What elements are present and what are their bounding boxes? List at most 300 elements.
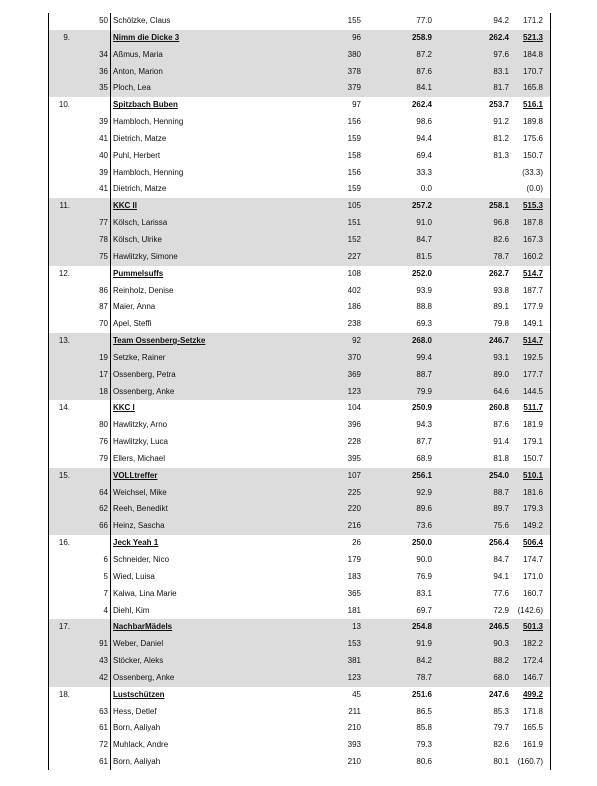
member-row bbox=[48, 485, 550, 502]
id-cell: 395 bbox=[347, 453, 361, 463]
score-1-cell: 0.0 bbox=[420, 184, 432, 194]
rank-cell: 15. bbox=[58, 470, 70, 480]
shooter-name-cell: Schölzke, Claus bbox=[113, 16, 171, 25]
member-row bbox=[48, 350, 550, 367]
score-2-cell: 94.1 bbox=[493, 571, 509, 581]
score-2-cell: 81.8 bbox=[493, 453, 509, 463]
results-table bbox=[48, 13, 550, 771]
total-cell: 506.4 bbox=[522, 538, 543, 548]
shooter-name-cell: Maier, Anna bbox=[113, 302, 156, 312]
member-row bbox=[48, 586, 550, 603]
total-cell: 165.5 bbox=[522, 723, 543, 733]
score-1-cell: 69.3 bbox=[416, 319, 432, 329]
total-cell: 182.2 bbox=[522, 639, 543, 649]
id-cell: 108 bbox=[347, 268, 361, 278]
total-cell: 187.7 bbox=[522, 285, 543, 295]
score-1-cell: 73.6 bbox=[416, 521, 432, 531]
team-row bbox=[48, 97, 550, 114]
member-row bbox=[48, 754, 550, 771]
score-2-cell: 82.6 bbox=[493, 234, 509, 244]
member-row bbox=[48, 232, 550, 249]
start-number-cell: 36 bbox=[99, 66, 108, 76]
member-row bbox=[48, 434, 550, 451]
shooter-name-cell: Kölsch, Ulrike bbox=[113, 234, 162, 244]
id-cell: 210 bbox=[347, 757, 361, 767]
member-row bbox=[48, 552, 550, 569]
score-1-cell: 79.9 bbox=[416, 386, 432, 396]
shooter-name-cell: Ossenberg, Petra bbox=[113, 369, 176, 379]
team-name-cell: KKC II bbox=[113, 201, 137, 211]
score-1-cell: 86.5 bbox=[416, 706, 432, 716]
score-2-cell: 253.7 bbox=[488, 100, 509, 110]
start-number-cell: 35 bbox=[99, 83, 108, 93]
start-number-cell: 19 bbox=[99, 352, 108, 362]
shooter-name-cell: Hawlitzky, Simone bbox=[113, 251, 178, 261]
score-1-cell: 68.9 bbox=[416, 453, 432, 463]
total-cell: 514.7 bbox=[522, 268, 543, 278]
id-cell: 369 bbox=[347, 369, 361, 379]
start-number-cell: 64 bbox=[99, 487, 108, 497]
member-row bbox=[48, 704, 550, 721]
member-row bbox=[48, 114, 550, 131]
total-cell: 179.3 bbox=[522, 504, 543, 514]
rank-cell: 12. bbox=[58, 268, 70, 278]
total-cell: 167.3 bbox=[522, 234, 543, 244]
shooter-name-cell: Wied, Luisa bbox=[113, 571, 155, 581]
score-1-cell: 87.2 bbox=[416, 49, 432, 59]
id-cell: 123 bbox=[347, 672, 361, 682]
score-2-cell bbox=[437, 165, 509, 182]
score-1-cell: 77.0 bbox=[416, 16, 432, 25]
total-cell: 174.7 bbox=[522, 555, 543, 564]
score-1-cell: 91.0 bbox=[416, 218, 432, 228]
id-cell: 365 bbox=[347, 588, 361, 598]
id-cell: 152 bbox=[347, 234, 361, 244]
id-cell: 379 bbox=[347, 83, 361, 93]
shooter-name-cell: Hess, Detlef bbox=[113, 706, 157, 716]
shooter-name-cell: Stöcker, Aleks bbox=[113, 656, 164, 666]
id-cell: 159 bbox=[347, 184, 361, 194]
member-row bbox=[48, 64, 550, 81]
start-number-cell: 40 bbox=[99, 150, 108, 160]
id-cell: 396 bbox=[347, 420, 361, 430]
member-row bbox=[48, 367, 550, 384]
id-cell: 228 bbox=[347, 437, 361, 447]
id-cell: 45 bbox=[352, 689, 361, 699]
score-2-cell: 81.3 bbox=[493, 150, 509, 160]
score-1-cell: 250.9 bbox=[411, 403, 432, 413]
total-cell: 170.7 bbox=[522, 66, 543, 76]
start-number-cell: 78 bbox=[99, 234, 108, 244]
table-border-right bbox=[550, 13, 551, 770]
id-cell: 155 bbox=[347, 16, 361, 25]
start-number-cell: 63 bbox=[99, 706, 108, 716]
score-1-cell: 81.5 bbox=[416, 251, 432, 261]
team-name-cell: Pummelsuffs bbox=[113, 268, 164, 278]
id-cell: 186 bbox=[347, 302, 361, 312]
column-divider-name bbox=[110, 13, 111, 770]
shooter-name-cell: Puhl, Herbert bbox=[113, 150, 161, 160]
score-1-cell: 91.9 bbox=[416, 639, 432, 649]
shooter-name-cell: Born, Aaliyah bbox=[113, 757, 161, 767]
shooter-name-cell: Heinz, Sascha bbox=[113, 521, 165, 531]
score-2-cell: 78.7 bbox=[493, 251, 509, 261]
table-border-left bbox=[48, 13, 49, 770]
score-1-cell: 84.7 bbox=[416, 234, 432, 244]
score-2-cell: 88.7 bbox=[493, 487, 509, 497]
total-cell: 160.2 bbox=[522, 251, 543, 261]
id-cell: 381 bbox=[347, 656, 361, 666]
total-cell: 177.9 bbox=[522, 302, 543, 312]
total-cell: 172.4 bbox=[522, 656, 543, 666]
score-1-cell: 78.7 bbox=[416, 672, 432, 682]
member-row bbox=[48, 603, 550, 620]
id-cell: 153 bbox=[347, 639, 361, 649]
total-cell: (0.0) bbox=[526, 184, 543, 194]
score-1-cell: 98.6 bbox=[416, 117, 432, 127]
score-1-cell: 87.7 bbox=[416, 437, 432, 447]
start-number-cell: 39 bbox=[99, 167, 108, 177]
score-1-cell: 93.9 bbox=[416, 285, 432, 295]
start-number-cell: 41 bbox=[99, 133, 108, 143]
start-number-cell: 17 bbox=[99, 369, 108, 379]
total-cell: 516.1 bbox=[522, 100, 543, 110]
start-number-cell: 86 bbox=[99, 285, 108, 295]
shooter-name-cell: Kölsch, Larissa bbox=[113, 218, 168, 228]
score-2-cell: 93.8 bbox=[493, 285, 509, 295]
shooter-name-cell: Anton, Marion bbox=[113, 66, 163, 76]
shooter-name-cell: Hawlitzky, Luca bbox=[113, 437, 168, 447]
score-2-cell: 64.6 bbox=[493, 386, 509, 396]
score-2-cell: 89.1 bbox=[493, 302, 509, 312]
rank-cell: 14. bbox=[58, 403, 70, 413]
member-row bbox=[48, 215, 550, 232]
start-number-cell: 76 bbox=[99, 437, 108, 447]
shooter-name-cell: Diehl, Kim bbox=[113, 605, 150, 615]
team-row bbox=[48, 333, 550, 350]
start-number-cell: 7 bbox=[103, 588, 108, 598]
score-2-cell: 85.3 bbox=[493, 706, 509, 716]
score-2-cell: 91.2 bbox=[493, 117, 509, 127]
score-2-cell: 87.6 bbox=[493, 420, 509, 430]
score-2-cell: 97.6 bbox=[493, 49, 509, 59]
score-2-cell: 89.0 bbox=[493, 369, 509, 379]
score-1-cell: 69.7 bbox=[416, 605, 432, 615]
total-cell: 187.8 bbox=[522, 218, 543, 228]
id-cell: 220 bbox=[347, 504, 361, 514]
id-cell: 159 bbox=[347, 133, 361, 143]
id-cell: 378 bbox=[347, 66, 361, 76]
score-2-cell: 79.7 bbox=[493, 723, 509, 733]
shooter-name-cell: Hambloch, Henning bbox=[113, 117, 184, 127]
score-2-cell: 254.0 bbox=[488, 470, 509, 480]
score-1-cell: 33.3 bbox=[416, 167, 432, 177]
start-number-cell: 70 bbox=[99, 319, 108, 329]
score-2-cell: 72.9 bbox=[493, 605, 509, 615]
member-row bbox=[48, 148, 550, 165]
shooter-name-cell: Reeh, Benedikt bbox=[113, 504, 168, 514]
score-1-cell: 252.0 bbox=[411, 268, 432, 278]
id-cell: 96 bbox=[352, 32, 361, 42]
member-row bbox=[48, 384, 550, 401]
team-name-cell: Nimm die Dicke 3 bbox=[113, 32, 180, 42]
member-row bbox=[48, 653, 550, 670]
total-cell: 146.7 bbox=[522, 672, 543, 682]
start-number-cell: 87 bbox=[99, 302, 108, 312]
shooter-name-cell: Setzke, Rainer bbox=[113, 352, 166, 362]
score-2-cell: 81.2 bbox=[493, 133, 509, 143]
total-cell: 181.9 bbox=[522, 420, 543, 430]
rank-cell: 11. bbox=[59, 201, 70, 211]
id-cell: 227 bbox=[347, 251, 361, 261]
score-2-cell: 68.0 bbox=[493, 672, 509, 682]
shooter-name-cell: Weber, Daniel bbox=[113, 639, 164, 649]
total-cell: (142.6) bbox=[517, 605, 543, 615]
team-row bbox=[48, 687, 550, 704]
team-row bbox=[48, 468, 550, 485]
score-2-cell: 83.1 bbox=[493, 66, 509, 76]
member-row bbox=[48, 13, 550, 30]
score-2-cell: 94.2 bbox=[493, 16, 509, 25]
start-number-cell: 18 bbox=[99, 386, 108, 396]
total-cell: (160.7) bbox=[517, 757, 543, 767]
total-cell: 160.7 bbox=[522, 588, 543, 598]
score-1-cell: 262.4 bbox=[411, 100, 432, 110]
rank-cell: 16. bbox=[58, 538, 70, 548]
id-cell: 238 bbox=[347, 319, 361, 329]
id-cell: 123 bbox=[347, 386, 361, 396]
shooter-name-cell: Aßmus, Maria bbox=[113, 49, 163, 59]
id-cell: 210 bbox=[347, 723, 361, 733]
shooter-name-cell: Dietrich, Matze bbox=[113, 133, 167, 143]
score-2-cell: 262.7 bbox=[488, 268, 509, 278]
id-cell: 104 bbox=[347, 403, 361, 413]
total-cell: 510.1 bbox=[522, 470, 543, 480]
start-number-cell: 66 bbox=[99, 521, 108, 531]
team-row bbox=[48, 198, 550, 215]
shooter-name-cell: Ploch, Lea bbox=[113, 83, 151, 93]
score-1-cell: 250.0 bbox=[411, 538, 432, 548]
score-1-cell: 257.2 bbox=[411, 201, 432, 211]
total-cell: 501.3 bbox=[522, 622, 543, 632]
member-row bbox=[48, 165, 550, 182]
score-2-cell: 247.6 bbox=[488, 689, 509, 699]
score-1-cell: 83.1 bbox=[416, 588, 432, 598]
member-row bbox=[48, 569, 550, 586]
score-1-cell: 84.1 bbox=[416, 83, 432, 93]
total-cell: 499.2 bbox=[522, 689, 543, 699]
total-cell: 179.1 bbox=[522, 437, 543, 447]
member-row bbox=[48, 283, 550, 300]
rank-cell: 17. bbox=[58, 622, 70, 632]
team-name-cell: Lustschützen bbox=[113, 689, 165, 699]
id-cell: 380 bbox=[347, 49, 361, 59]
id-cell: 97 bbox=[352, 100, 361, 110]
shooter-name-cell: Dietrich, Matze bbox=[113, 184, 167, 194]
score-2-cell: 262.4 bbox=[488, 32, 509, 42]
team-row bbox=[48, 400, 550, 417]
member-row bbox=[48, 518, 550, 535]
member-row bbox=[48, 131, 550, 148]
start-number-cell: 4 bbox=[103, 605, 108, 615]
score-2-cell: 89.7 bbox=[493, 504, 509, 514]
member-row bbox=[48, 299, 550, 316]
shooter-name-cell: Ossenberg, Anke bbox=[113, 672, 175, 682]
shooter-name-cell: Born, Aaliyah bbox=[113, 723, 161, 733]
shooter-name-cell: Muhlack, Andre bbox=[113, 740, 169, 750]
score-1-cell: 79.3 bbox=[416, 740, 432, 750]
start-number-cell: 39 bbox=[99, 117, 108, 127]
total-cell: 511.7 bbox=[523, 403, 543, 413]
score-1-cell: 76.9 bbox=[416, 571, 432, 581]
start-number-cell: 75 bbox=[99, 251, 108, 261]
shooter-name-cell: Hawlitzky, Arno bbox=[113, 420, 168, 430]
score-1-cell: 256.1 bbox=[411, 470, 432, 480]
total-cell: 175.6 bbox=[522, 133, 543, 143]
total-cell: 149.1 bbox=[522, 319, 543, 329]
shooter-name-cell: Reinholz, Denise bbox=[113, 285, 174, 295]
rank-cell: 13. bbox=[58, 336, 70, 346]
score-2-cell: 256.4 bbox=[488, 538, 509, 548]
shooter-name-cell: Kalwa, Lina Marie bbox=[113, 588, 177, 598]
start-number-cell: 6 bbox=[103, 555, 108, 564]
start-number-cell: 43 bbox=[99, 656, 108, 666]
id-cell: 105 bbox=[347, 201, 361, 211]
score-2-cell: 88.2 bbox=[493, 656, 509, 666]
score-2-cell: 246.5 bbox=[488, 622, 509, 632]
start-number-cell: 77 bbox=[99, 218, 108, 228]
score-2-cell: 90.3 bbox=[493, 639, 509, 649]
score-1-cell: 88.7 bbox=[416, 369, 432, 379]
score-1-cell: 92.9 bbox=[416, 487, 432, 497]
shooter-name-cell: Ossenberg, Anke bbox=[113, 386, 175, 396]
start-number-cell: 42 bbox=[99, 672, 108, 682]
score-1-cell: 69.4 bbox=[416, 150, 432, 160]
score-1-cell: 251.6 bbox=[411, 689, 432, 699]
team-row bbox=[48, 30, 550, 47]
start-number-cell: 5 bbox=[103, 571, 108, 581]
team-name-cell: Team Ossenberg-Setzke bbox=[113, 336, 206, 346]
total-cell: 515.3 bbox=[522, 201, 543, 211]
id-cell: 13 bbox=[352, 622, 361, 632]
start-number-cell: 50 bbox=[99, 16, 108, 25]
member-row bbox=[48, 417, 550, 434]
member-row bbox=[48, 636, 550, 653]
score-1-cell: 94.3 bbox=[416, 420, 432, 430]
id-cell: 156 bbox=[347, 117, 361, 127]
score-1-cell: 94.4 bbox=[416, 133, 432, 143]
total-cell: 184.8 bbox=[522, 49, 543, 59]
shooter-name-cell: Hambloch, Henning bbox=[113, 167, 184, 177]
score-1-cell: 99.4 bbox=[416, 352, 432, 362]
member-row bbox=[48, 501, 550, 518]
score-1-cell: 90.0 bbox=[416, 555, 432, 564]
start-number-cell: 61 bbox=[99, 757, 108, 767]
score-1-cell: 88.8 bbox=[416, 302, 432, 312]
total-cell: 171.8 bbox=[522, 706, 543, 716]
score-2-cell bbox=[437, 181, 509, 198]
total-cell: 171.2 bbox=[522, 16, 543, 25]
id-cell: 183 bbox=[347, 571, 361, 581]
total-cell: 189.8 bbox=[522, 117, 543, 127]
score-2-cell: 84.7 bbox=[493, 555, 509, 564]
id-cell: 402 bbox=[347, 285, 361, 295]
member-row bbox=[48, 47, 550, 64]
score-2-cell: 260.8 bbox=[488, 403, 509, 413]
id-cell: 181 bbox=[347, 605, 361, 615]
total-cell: 521.3 bbox=[522, 32, 543, 42]
id-cell: 179 bbox=[347, 555, 361, 564]
member-row bbox=[48, 80, 550, 97]
score-1-cell: 258.9 bbox=[411, 32, 432, 42]
team-name-cell: Jeck Yeah 1 bbox=[113, 538, 159, 548]
score-2-cell: 82.6 bbox=[493, 740, 509, 750]
total-cell: 161.9 bbox=[522, 740, 543, 750]
member-row bbox=[48, 720, 550, 737]
start-number-cell: 80 bbox=[99, 420, 108, 430]
shooter-name-cell: Ellers, Michael bbox=[113, 453, 166, 463]
total-cell: (33.3) bbox=[522, 167, 543, 177]
shooter-name-cell: Weichsel, Mike bbox=[113, 487, 167, 497]
score-2-cell: 91.4 bbox=[493, 437, 509, 447]
total-cell: 181.6 bbox=[522, 487, 543, 497]
score-2-cell: 81.7 bbox=[493, 83, 509, 93]
team-name-cell: Spitzbach Buben bbox=[113, 100, 178, 110]
score-1-cell: 87.6 bbox=[416, 66, 432, 76]
score-1-cell: 254.8 bbox=[411, 622, 432, 632]
id-cell: 151 bbox=[347, 218, 361, 228]
rank-cell: 10. bbox=[58, 100, 70, 110]
id-cell: 216 bbox=[347, 521, 361, 531]
team-name-cell: VOLLtreffer bbox=[113, 470, 158, 480]
total-cell: 150.7 bbox=[522, 150, 543, 160]
score-2-cell: 93.1 bbox=[493, 352, 509, 362]
total-cell: 177.7 bbox=[522, 369, 543, 379]
rank-cell: 18. bbox=[58, 689, 70, 699]
member-row bbox=[48, 451, 550, 468]
start-number-cell: 72 bbox=[99, 740, 108, 750]
score-1-cell: 89.6 bbox=[416, 504, 432, 514]
total-cell: 150.7 bbox=[522, 453, 543, 463]
score-1-cell: 268.0 bbox=[411, 336, 432, 346]
start-number-cell: 62 bbox=[99, 504, 108, 514]
total-cell: 165.8 bbox=[522, 83, 543, 93]
start-number-cell: 79 bbox=[99, 453, 108, 463]
start-number-cell: 41 bbox=[99, 184, 108, 194]
member-row bbox=[48, 670, 550, 687]
id-cell: 211 bbox=[348, 706, 361, 716]
rank-cell: 9. bbox=[63, 32, 70, 42]
member-row bbox=[48, 316, 550, 333]
total-cell: 149.2 bbox=[522, 521, 543, 531]
id-cell: 225 bbox=[347, 487, 361, 497]
id-cell: 156 bbox=[347, 167, 361, 177]
score-1-cell: 84.2 bbox=[416, 656, 432, 666]
member-row bbox=[48, 737, 550, 754]
member-row bbox=[48, 249, 550, 266]
score-2-cell: 96.8 bbox=[493, 218, 509, 228]
score-2-cell: 77.6 bbox=[493, 588, 509, 598]
team-row bbox=[48, 619, 550, 636]
id-cell: 158 bbox=[347, 150, 361, 160]
team-row bbox=[48, 535, 550, 552]
score-2-cell: 79.8 bbox=[493, 319, 509, 329]
score-2-cell: 80.1 bbox=[493, 757, 509, 767]
total-cell: 514.7 bbox=[522, 336, 543, 346]
team-name-cell: NachbarMädels bbox=[113, 622, 173, 632]
score-2-cell: 75.6 bbox=[493, 521, 509, 531]
score-2-cell: 246.7 bbox=[488, 336, 509, 346]
